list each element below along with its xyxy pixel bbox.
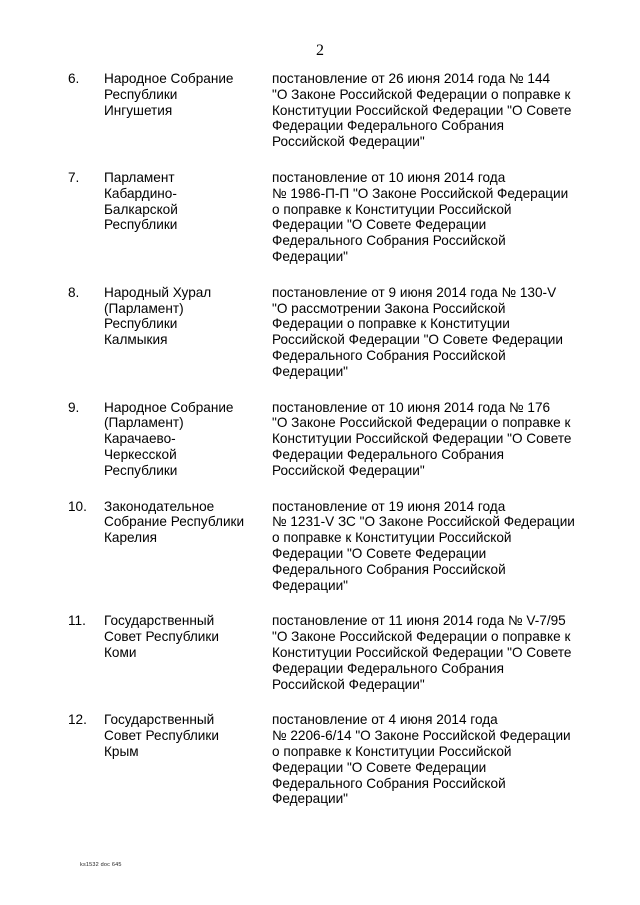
legislative-body-line: Народное Собрание (104, 71, 234, 86)
decree-text-line: постановление от 19 июня 2014 года (272, 498, 506, 514)
decree-text-line: Конституции Российской Федерации "О Совете (272, 431, 572, 447)
legislative-body-line: Карачаево- (104, 431, 176, 447)
decree-text-line: Федерации "О Совете Федерации (272, 545, 487, 561)
decree-text (272, 71, 612, 150)
entry-number: 8. (68, 284, 80, 300)
legislative-body-line: Народное Собрание (104, 399, 234, 415)
legislative-body-line: Совет Республики (104, 629, 219, 645)
entry-number: 12. (68, 712, 87, 728)
legislative-body (104, 400, 264, 479)
legislative-body-line: Государственный (104, 712, 215, 728)
legislative-body-line: Кабардино- (104, 185, 177, 201)
legislative-body-line: Республики (104, 86, 178, 102)
legislative-body-line: Карелия (104, 530, 158, 546)
decree-text-line: Федерации Федерального Собрания (272, 118, 504, 134)
decree-text-line: о поправке к Конституции Российской (272, 743, 512, 759)
legislative-body (104, 285, 264, 348)
legislative-body (104, 712, 264, 759)
legislative-body (104, 499, 264, 546)
decree-text-line: № 1231-V ЗС "О Законе Российской Федерации (272, 514, 575, 530)
decree-text-line: "О Законе Российской Федерации о поправке к (272, 86, 571, 102)
legislative-body-line: Законодательное (104, 498, 215, 514)
legislative-body-line: Республики (104, 217, 178, 233)
legislative-body-line: Парламент (104, 170, 175, 185)
decree-text-line: Российской Федерации "О Совете Федерации (272, 332, 563, 348)
legislative-body-line: (Парламент) (104, 300, 184, 316)
legislative-body-line: (Парламент) (104, 415, 184, 431)
decree-text-line: постановление от 9 июня 2014 года № 130-V (272, 284, 557, 300)
legislative-body (104, 170, 264, 233)
decree-text-line: Российской Федерации" (272, 134, 425, 150)
decree-text (272, 712, 612, 807)
decree-text-line: № 2206-6/14 "О Законе Российской Федерации (272, 728, 571, 744)
decree-text-line: Федерации "О Совете Федерации (272, 759, 487, 775)
legislative-body (104, 613, 264, 660)
decree-text-line: Федерации Федерального Собрания (272, 446, 504, 462)
entry-number: 6. (68, 71, 80, 86)
decree-text (272, 170, 612, 265)
legislative-body-line: Калмыкия (104, 332, 168, 348)
decree-text-line: Федерации" (272, 363, 349, 379)
decree-text-line: "О Законе Российской Федерации о поправке к (272, 415, 571, 431)
legislative-body-line: Черкесской (104, 446, 177, 462)
entry-number: 10. (68, 498, 87, 514)
decree-text-line: Конституции Российской Федерации "О Совете (272, 102, 572, 118)
decree-text-line: Федерального Собрания Российской (272, 347, 506, 363)
legislative-body-line: Республики (104, 462, 178, 478)
decree-text-line: "О Законе Российской Федерации о поправке к (272, 629, 571, 645)
legislative-body-line: Республики (104, 316, 178, 332)
decree-text-line: Российской Федерации" (272, 676, 425, 692)
legislative-body-line: Ингушетия (104, 102, 173, 118)
legislative-body-line: Крым (104, 743, 139, 759)
decree-text-line: Конституции Российской Федерации "О Совете (272, 644, 572, 660)
decree-text-line: постановление от 4 июня 2014 года (272, 712, 498, 728)
legislative-body-line: Народный Хурал (104, 284, 212, 300)
decree-text (272, 400, 612, 479)
decree-text-line: о поправке к Конституции Российской (272, 201, 512, 217)
entry-number: 9. (68, 399, 80, 415)
decree-text-line: Федерации" (272, 248, 349, 264)
decree-text-line: постановление от 11 июня 2014 года № V-7/95 (272, 613, 566, 629)
decree-text-line: Российской Федерации" (272, 462, 425, 478)
legislative-body-line: Балкарской (104, 201, 178, 217)
entry-number: 7. (68, 170, 80, 185)
decree-text (272, 285, 612, 380)
decree-text-line: Федерации" (272, 577, 349, 593)
entry-number: 11. (68, 613, 86, 629)
legislative-body-line: Государственный (104, 613, 215, 629)
legislative-body-line: Коми (104, 644, 137, 660)
document-code: ks1532 doc 645 (80, 862, 122, 868)
decree-text-line: Федерации" (272, 791, 349, 807)
page-number: 2 (316, 42, 324, 59)
decree-text-line: Федерального Собрания Российской (272, 775, 506, 791)
decree-text-line: Федерального Собрания Российской (272, 233, 506, 249)
legislative-body (104, 71, 264, 118)
decree-text-line: Федерации Федерального Собрания (272, 660, 504, 676)
legislative-body-line: Совет Республики (104, 728, 219, 744)
decree-text-line: постановление от 10 июня 2014 года (272, 170, 506, 185)
decree-text (272, 613, 612, 692)
decree-text-line: постановление от 26 июня 2014 года № 144 (272, 71, 551, 86)
decree-text-line: "О рассмотрении Закона Российской (272, 300, 506, 316)
decree-text-line: Федерального Собрания Российской (272, 561, 506, 577)
decree-text (272, 499, 612, 594)
legislative-body-line: Собрание Республики (104, 514, 245, 530)
decree-text-line: Федерации "О Совете Федерации (272, 217, 487, 233)
decree-text-line: о поправке к Конституции Российской (272, 530, 512, 546)
decree-text-line: № 1986-П-П "О Законе Российской Федерации (272, 185, 569, 201)
decree-text-line: постановление от 10 июня 2014 года № 176 (272, 399, 551, 415)
decree-text-line: Федерации о поправке к Конституции (272, 316, 510, 332)
